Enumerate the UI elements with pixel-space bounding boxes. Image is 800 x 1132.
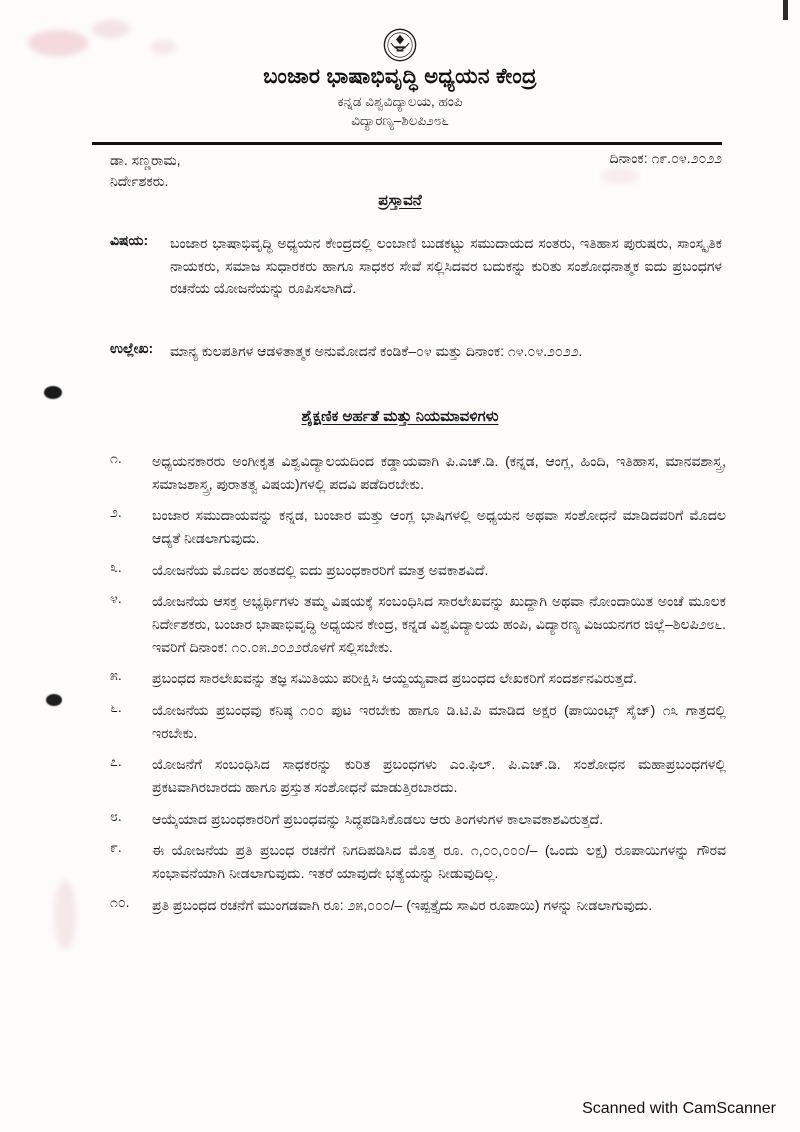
letter-meta: [110, 150, 722, 192]
university-emblem-icon: [383, 28, 417, 62]
header-divider: [92, 142, 722, 145]
list-item-text: ಆಯ್ಕೆಯಾದ ಪ್ರಬಂಧಕಾರರಿಗೆ ಪ್ರಬಂಧವನ್ನು ಸಿದ್ಧಪಡಿಸಿಕೊಡಲು ಆರು ತಿಂಗಳುಗಳ ಕಾಲಾವಕಾಶವಿರುತ್ತದೆ.: [152, 810, 604, 827]
list-item-text: ಅಧ್ಯಯನಕಾರರು ಅಂಗೀಕೃತ ವಿಶ್ವವಿದ್ಯಾಲಯದಿಂದ ಕಡ್ಡಾಯವಾಗಿ ಪಿ.ಎಚ್.ಡಿ. (ಕನ್ನಡ, ಆಂಗ್ಲ, ಹಿಂದಿ, ಇತಿಹಾಸ, ಮಾನವಶಾಸ್ತ್ರ, ಸಮಾಜಶಾಸ್ತ್ರ, ಪುರಾತತ್ವ ವಿಷಯ)ಗಳಲ್ಲಿ ಪದವಿ ಪಡೆದಿರಬೇಕು.: [152, 453, 726, 492]
organization-subtitle-address: ವಿದ್ಯಾರಣ್ಯ–ಶಿ‌ಲ‌ಪಿ೨೮೬: [351, 113, 449, 129]
list-item: [110, 699, 726, 744]
list-item-text: ಯೋಜನೆಯ ಪ್ರಬಂಧವು ಕನಿಷ್ಠ ೧೦೦ ಪುಟ ಇರಬೇಕು ಹಾಗೂ ಡಿ.ಟಿ.ಪಿ ಮಾಡಿದ ಅಕ್ಷರ (ಪಾಯಿಂಟ್ಸ್ ಸೈಜ್) ೧೩ ಗಾತ್ರದಲ್ಲಿ ಇರಬೇಕು.: [152, 702, 726, 741]
subject-row: [110, 232, 722, 310]
organization-title: ಬಂಜಾರ ಭಾಷಾಭಿವೃದ್ಧಿ ಅಧ್ಯಯನ ಕೇಂದ್ರ: [263, 65, 537, 88]
section-heading-text: ಶೈಕ್ಷಣಿಕ ಅರ್ಹತೆ ಮತ್ತು ನಿಯಮಾವಳಿಗಳು: [301, 408, 499, 425]
date-label: ದಿನಾಂಕ:: [609, 150, 648, 166]
list-item: [110, 559, 726, 582]
subject-label: ವಿಷಯ:: [110, 232, 149, 248]
scan-smudge: [54, 880, 76, 950]
document-title: [0, 192, 800, 209]
rules-list: [110, 450, 726, 925]
list-item-number: ೨.: [110, 504, 122, 521]
list-item-number: ೧.: [110, 450, 122, 466]
list-item: [110, 504, 726, 549]
reference-row: [110, 340, 722, 373]
document-title-text: ಪ್ರಸ್ತಾವನೆ: [378, 192, 422, 209]
list-item: [110, 808, 726, 831]
section-heading: [0, 408, 800, 425]
list-item-text: ಬಂಜಾರ ಸಮುದಾಯವನ್ನು ಕನ್ನಡ, ಬಂಜಾರ ಮತ್ತು ಆಂಗ್ಲ ಭಾಷಿಗಳಲ್ಲಿ ಅಧ್ಯಯನ ಅಥವಾ ಸಂಶೋಧನೆ ಮಾಡಿದವರಿಗೆ ಮೊದಲ ಆದ್ಯತೆ ನೀಡಲಾಗುವುದು.: [152, 507, 726, 547]
date-block: [609, 150, 722, 167]
list-item: [110, 753, 726, 798]
list-item-number: ೫.: [110, 667, 122, 684]
scan-ink-blot: [44, 386, 62, 399]
organization-subtitle-university: ಕನ್ನಡ ವಿಶ್ವವಿದ್ಯಾಲಯ, ಹಂಪಿ: [337, 94, 463, 110]
list-item-number: ೪.: [110, 590, 122, 607]
list-item-text: ಯೋಜನೆಯ ಆಸಕ್ತ ಅಭ್ಯರ್ಥಿಗಳು ತಮ್ಮ ವಿಷಯಕ್ಕೆ ಸಂಬಂಧಿಸಿದ ಸಾರಲೇಖವನ್ನು ಖುದ್ದಾಗಿ ಅಥವಾ ನೋಂದಾಯಿತ ಅಂಚೆ ಮೂಲಕ ನಿರ್ದೇಶಕರು, ಬಂಜಾರ ಭಾಷಾಭಿವೃದ್ಧಿ ಅಧ್ಯಯನ ಕೇಂದ್ರ, ಕನ್ನಡ ವಿಶ್ವವಿದ್ಯಾಲಯ ಹಂಪಿ, ವಿದ್ಯಾರಣ್ಯ ವಿಜಯನಗರ ಜಿಲ್ಲೆ–ಶಿ‌ಲ‌ಪಿ೨೮೬. ಇವರಿಗೆ ದಿನಾಂಕ: ೧೦.೦೫.೨೦೨೨ರೊಳಗೆ ಸಲ್ಲಿಸಬೇಕು.: [152, 593, 726, 655]
list-item-text: ಪ್ರತಿ ಪ್ರಬಂಧದ ರಚನೆಗೆ ಮುಂಗಡವಾಗಿ ರೂ: ೨೫,೦೦೦/– (ಇಪ್ಪತ್ತೈದು ಸಾವಿರ ರೂಪಾಯಿ) ಗಳನ್ನು ನೀಡಲಾಗುವುದು.: [152, 896, 653, 913]
list-item-number: ೧೦.: [110, 893, 130, 910]
list-item-number: ೭.: [110, 753, 122, 770]
list-item: [110, 667, 726, 690]
list-item: [110, 590, 726, 658]
list-item-number: ೩.: [110, 558, 122, 575]
addressee-designation: ನಿರ್ದೇಶಕರು.: [110, 173, 169, 189]
scan-edge-mark: [783, 0, 788, 20]
scanner-watermark: Scanned with CamScanner: [582, 1100, 776, 1117]
list-item-number: ೮.: [110, 807, 122, 824]
list-item: [110, 839, 726, 884]
reference-text: ಮಾನ್ಯ ಕುಲಪತಿಗಳ ಆಡಳಿತಾತ್ಮಕ ಅನುಮೋದನೆ ಕಂಡಿಕೆ–೦೪ ಮತ್ತು ದಿನಾಂಕ: ೧೪.೦೪.೨೦೨೨.: [170, 343, 583, 359]
scan-ink-blot: [46, 694, 62, 706]
list-item-text: ಈ ಯೋಜನೆಯ ಪ್ರತಿ ಪ್ರಬಂಧ ರಚನೆಗೆ ನಿಗದಿಪಡಿಸಿದ ಮೊತ್ತ ರೂ. ೧,೦೦,೦೦೦/– (ಒಂದು ಲಕ್ಷ) ರೂಪಾಯಿಗಳನ್ನು ಗೌರವ ಸಂಭಾವನೆಯಾಗಿ ನೀಡಲಾಗುವುದು. ಇತರೆ ಯಾವುದೇ ಭತ್ಯೆಯನ್ನು ನೀಡುವುದಿಲ್ಲ.: [152, 842, 726, 882]
addressee-block: [110, 150, 181, 192]
list-item-text: ಯೋಜನೆಯ ಮೊದಲ ಹಂತದಲ್ಲಿ ಐದು ಪ್ರಬಂಧಕಾರರಿಗೆ ಮಾತ್ರ ಅವಕಾಶವಿದೆ.: [152, 561, 489, 578]
list-item-number: ೬.: [110, 699, 122, 716]
list-item-text: ಪ್ರಬಂಧದ ಸಾರಲೇಖವನ್ನು ತಜ್ಞ ಸಮಿತಿಯು ಪರೀಕ್ಷಿಸಿ ಆಯ್ದಯ್ಯವಾದ ಪ್ರಬಂಧದ ಲೇಖಕರಿಗೆ ಸಂದರ್ಶನವಿರುತ್ತದೆ.: [152, 670, 638, 687]
list-item-number: ೯.: [110, 839, 122, 856]
subject-text: ಬಂಜಾರ ಭಾಷಾಭಿವೃದ್ಧಿ ಅಧ್ಯಯನ ಕೇಂದ್ರದಲ್ಲಿ ಲಂಬಾಣಿ ಬುಡಕಟ್ಟು ಸಮುದಾಯದ ಸಂತರು, ಇತಿಹಾಸ ಪುರುಷರು, ಸಾಂಸ್ಕೃತಿಕ ನಾಯಕರು, ಸಮಾಜ ಸುಧಾರಕರು ಹಾಗೂ ಸಾಧಕರ ಸೇವೆ ಸಲ್ಲಿಸಿದವರ ಬದುಕನ್ನು ಕುರಿತು ಸಂಶೋಧನಾತ್ಮಕ ಐದು ಪ್ರಬಂಧಗಳ ರಚನೆಯ ಯೋಜನೆಯನ್ನು ರೂಪಿಸಲಾಗಿದೆ.: [170, 235, 722, 297]
addressee-name: ಡಾ. ಸಣ್ಣರಾಮ,: [110, 152, 181, 168]
list-item: [110, 894, 726, 917]
list-item-text: ಯೋಜನೆಗೆ ಸಂಬಂಧಿಸಿದ ಸಾಧಕರನ್ನು ಕುರಿತ ಪ್ರಬಂಧಗಳು ಎಂ.ಫಿಲ್. ಪಿ.ಎಚ್.ಡಿ. ಸಂಶೋಧನ ಮಹಾಪ್ರಬಂಧಗಳಲ್ಲಿ ಪ್ರಕಟವಾಗಿರಬಾರದು ಹಾಗೂ ಪ್ರಸ್ತುತ ಸಂಶೋಧನೆ ಮಾಡುತ್ತಿರಬಾರದು.: [152, 756, 726, 796]
list-item: [110, 450, 726, 495]
date-value: ೧೯.೦೪.೨೦೨೨: [651, 150, 722, 166]
letterhead: [0, 28, 800, 129]
reference-label: ಉಲ್ಲೇಖ:: [110, 340, 154, 356]
